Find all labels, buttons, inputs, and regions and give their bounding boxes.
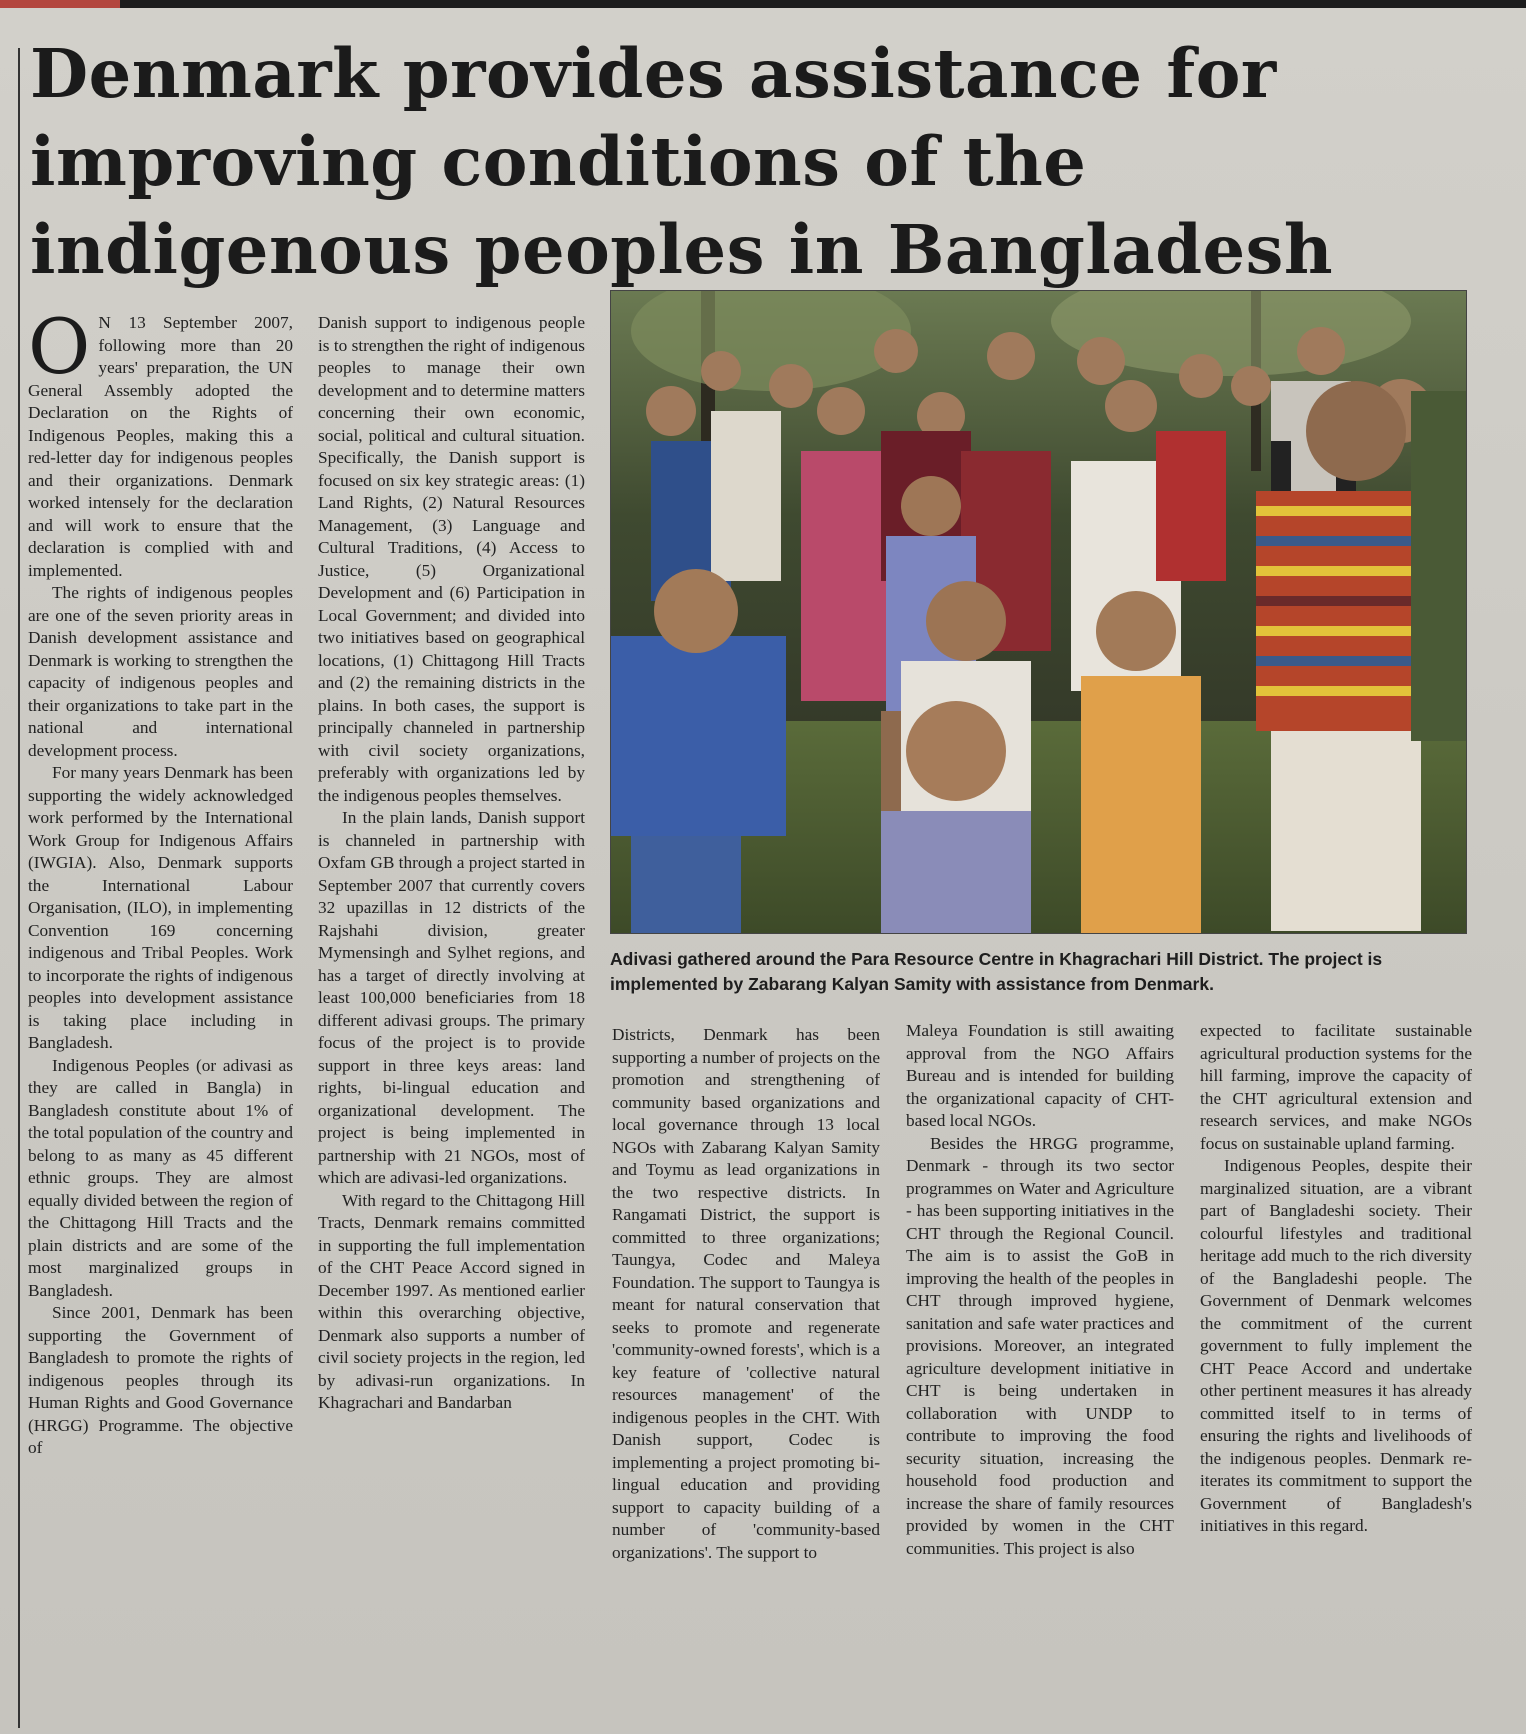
- article-column-3: [612, 1024, 880, 1727]
- paragraph: Districts, Denmark has been supporting a number of projects on the promotion and strengthening of community based organizations and local governance through 13 local NGOs with Zabarang Kalyan Samity and Toymu as lead organizations in the two respective districts. In Rangamati District, the support is committed to three organizations; Taungya, Codec and Maleya Foundation. The support to Taungya is meant for natural conservation that seeks to promote and regenerate 'community-owned forests', which is a key feature of 'collective natural resources management' of the indigenous peoples in the CHT. With Danish support, Codec is implementing a project promoting bi-lingual education and providing support to capacity building of a number of 'community-based organizations'. The support to: [612, 1025, 880, 1562]
- article-photo: [610, 290, 1467, 934]
- paragraph: For many years Denmark has been supporting the widely acknowledged work performed by the International Work Group for Indigenous Affairs (IWGIA). Also, Denmark supports the International Labour Organisation, (ILO), in implementing Convention 169 concerning indigenous and Tribal Peoples. Work to incorporate the rights of indigenous peoples into development assistance is taking place including in Bangladesh.: [28, 763, 293, 1052]
- article-column-4: [906, 1020, 1174, 1727]
- article-column-5: [1200, 1020, 1472, 1727]
- article-column-2: [318, 312, 585, 1727]
- paragraph: Besides the HRGG programme, Denmark - through its two sector programmes on Water and Agriculture - has been supporting initiatives in the CHT through the Regional Council. The aim is to assist the GoB in improving the health of the peoples in CHT through improved hygiene, sanitation and safe water practices and provisions. Moreover, an integrated agriculture development initiative in CHT is being undertaken in collaboration with UNDP to contribute to improving the food security situation, increasing the household food production and increase the share of family resources provided by women in the CHT communities. This project is also: [906, 1133, 1174, 1558]
- paragraph: Indigenous Peoples (or adivasi as they are called in Bangla) in Bangladesh constitute about 1% of the total population of the country and belong to as many as 45 different ethnic groups. They are almost equally divided between the region of the Chittagong Hill Tracts and the plain districts and are some of the most marginalized groups in Bangladesh.: [28, 1055, 293, 1300]
- top-rule: [0, 0, 1526, 8]
- article-column-1: [28, 312, 293, 1727]
- left-column-rule: [18, 48, 20, 1728]
- paragraph: In the plain lands, Danish support is channeled in partnership with Oxfam GB through a project started in September 2007 that currently covers 32 upazillas in 12 districts of the Rajshahi division, greater Mymensingh and Sylhet regions, and has a target of directly involving at least 100,000 beneficiaries from 18 different adivasi groups. The primary focus of the project is to provide support in three keys areas: land rights, bi-lingual education and organizational development. The project is being implemented in partnership with 21 NGOs, most of which are adivasi-led organizations.: [318, 808, 585, 1187]
- paragraph: Indigenous Peoples, despite their marginalized situation, are a vibrant part of Bangladeshi society. Their colourful lifestyles and traditional heritage add much to the rich diversity of the Bangladeshi people. The Government of Denmark welcomes the commitment of the current government to fully implement the CHT Peace Accord and undertake other pertinent measures it has already committed itself to in terms of ensuring the rights and livelihoods of the indigenous peoples. Denmark re-iterates its commitment to support the Government of Bangladesh's initiatives in this regard.: [1200, 1156, 1472, 1535]
- paragraph: The rights of indigenous peoples are one of the seven priority areas in Danish development assistance and Denmark is working to strengthen the capacity of indigenous peoples and their organizations to take part in the national and international development process.: [28, 583, 293, 760]
- lead-paragraph: [28, 312, 293, 582]
- top-rule-accent: [0, 0, 120, 8]
- drop-cap: O: [28, 312, 91, 391]
- paragraph: Maleya Foundation is still awaiting approval from the NGO Affairs Bureau and is intended for building the organizational capacity of CHT-based local NGOs.: [906, 1021, 1174, 1130]
- paragraph: Danish support to indigenous people is to strengthen the right of indigenous peoples to manage their own development and to determine matters concerning their own economic, social, political and cultural situation. Specifically, the Danish support is focused on six key strategic areas: (1) Land Rights, (2) Natural Resources Management, (3) Language and Cultural Traditions, (4) Access to Justice, (5) Organizational Development and (6) Participation in Local Government; and divided into two initiatives based on geographical locations, (1) Chittagong Hill Tracts and (2) the remaining districts in the plains. In both cases, the support is principally channeled in partnership with civil society organizations, preferably with organizations led by the indigenous peoples themselves.: [318, 313, 585, 805]
- lead-caps: N: [98, 313, 112, 332]
- paragraph: expected to facilitate sustainable agricultural production systems for the hill farming, improve the capacity of the CHT agricultural extension and research services, and make NGOs focus on sustainable upland farming.: [1200, 1021, 1472, 1153]
- headline: Denmark provides assistance for improving conditions of the indigenous peoples in Bangladesh: [30, 34, 1334, 289]
- lead-text: 13 September 2007, following more than 20 years' preparation, the UN General Assembly adopted the Declaration on the Rights of Indigenous Peoples, making this a red-letter day for indigenous peoples and their organizations. Denmark worked intensely for the declaration and will work to ensure that the declaration is complied with and implemented.: [28, 313, 293, 580]
- paragraph: Since 2001, Denmark has been supporting the Government of Bangladesh to promote the rights of indigenous peoples through its Human Rights and Good Governance (HRGG) Programme. The objective of: [28, 1303, 293, 1457]
- photo-caption: Adivasi gathered around the Para Resource Centre in Khagrachari Hill District. The project is implemented by Zabarang Kalyan Samity with assistance from Denmark.: [610, 949, 1383, 994]
- paragraph: With regard to the Chittagong Hill Tracts, Denmark remains committed in supporting the full implementation of the CHT Peace Accord signed in December 1997. As mentioned earlier within this overarching objective, Denmark also supports a number of civil society projects in the region, led by adivasi-run organizations. In Khagrachari and Bandarban: [318, 1190, 585, 1412]
